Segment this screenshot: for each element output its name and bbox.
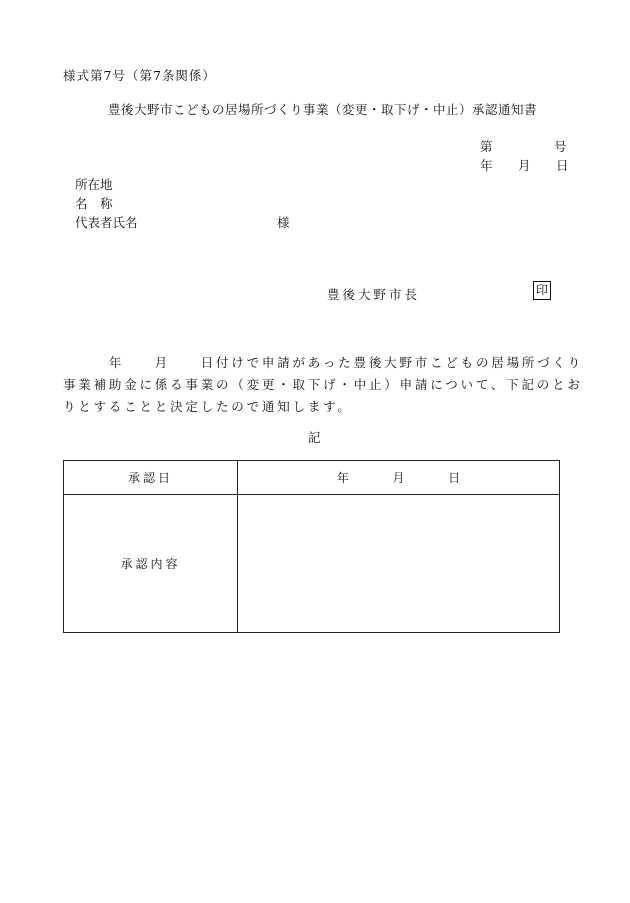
table-row: [64, 495, 560, 633]
date-year: 年: [480, 158, 493, 173]
issue-date: [478, 156, 568, 172]
approval-day: 日: [448, 471, 461, 485]
ref-prefix: 第: [480, 139, 493, 154]
approval-content-value: [238, 495, 560, 633]
ref-suffix: 号: [554, 139, 567, 154]
notice-body: [63, 352, 584, 418]
date-month: 月: [518, 158, 531, 173]
address-label: 所在地: [75, 177, 113, 192]
form-number: 様式第7号（第7条関係）: [63, 68, 216, 83]
honorific: 様: [277, 215, 290, 230]
reference-number: [478, 137, 568, 153]
issuer-name: 豊後大野市長: [327, 287, 421, 302]
ki-heading: 記: [308, 430, 321, 445]
table-row: [64, 461, 560, 495]
representative-label: 代表者氏名: [75, 215, 138, 230]
approval-table: [63, 460, 560, 633]
body-line-1: 年 月 日付けで申請があった豊後大野市こどもの居場所づくり: [63, 355, 584, 370]
approval-date-label: 承認日: [64, 461, 238, 495]
body-line-2: 事業補助金に係る事業の（変更・取下げ・中止）申請について、下記のとお: [63, 377, 583, 392]
seal-mark: 印: [533, 281, 551, 300]
approval-month: 月: [392, 471, 405, 485]
date-day: 日: [556, 158, 569, 173]
approval-content-label: 承認内容: [64, 495, 238, 633]
name-label: 名 称: [75, 196, 113, 211]
body-line-3: りとすることと決定したので通知します。: [63, 399, 353, 414]
approval-year: 年: [336, 471, 349, 485]
approval-date-value: [238, 461, 560, 495]
document-title: 豊後大野市こどもの居場所づくり事業（変更・取下げ・中止）承認通知書: [108, 102, 538, 117]
